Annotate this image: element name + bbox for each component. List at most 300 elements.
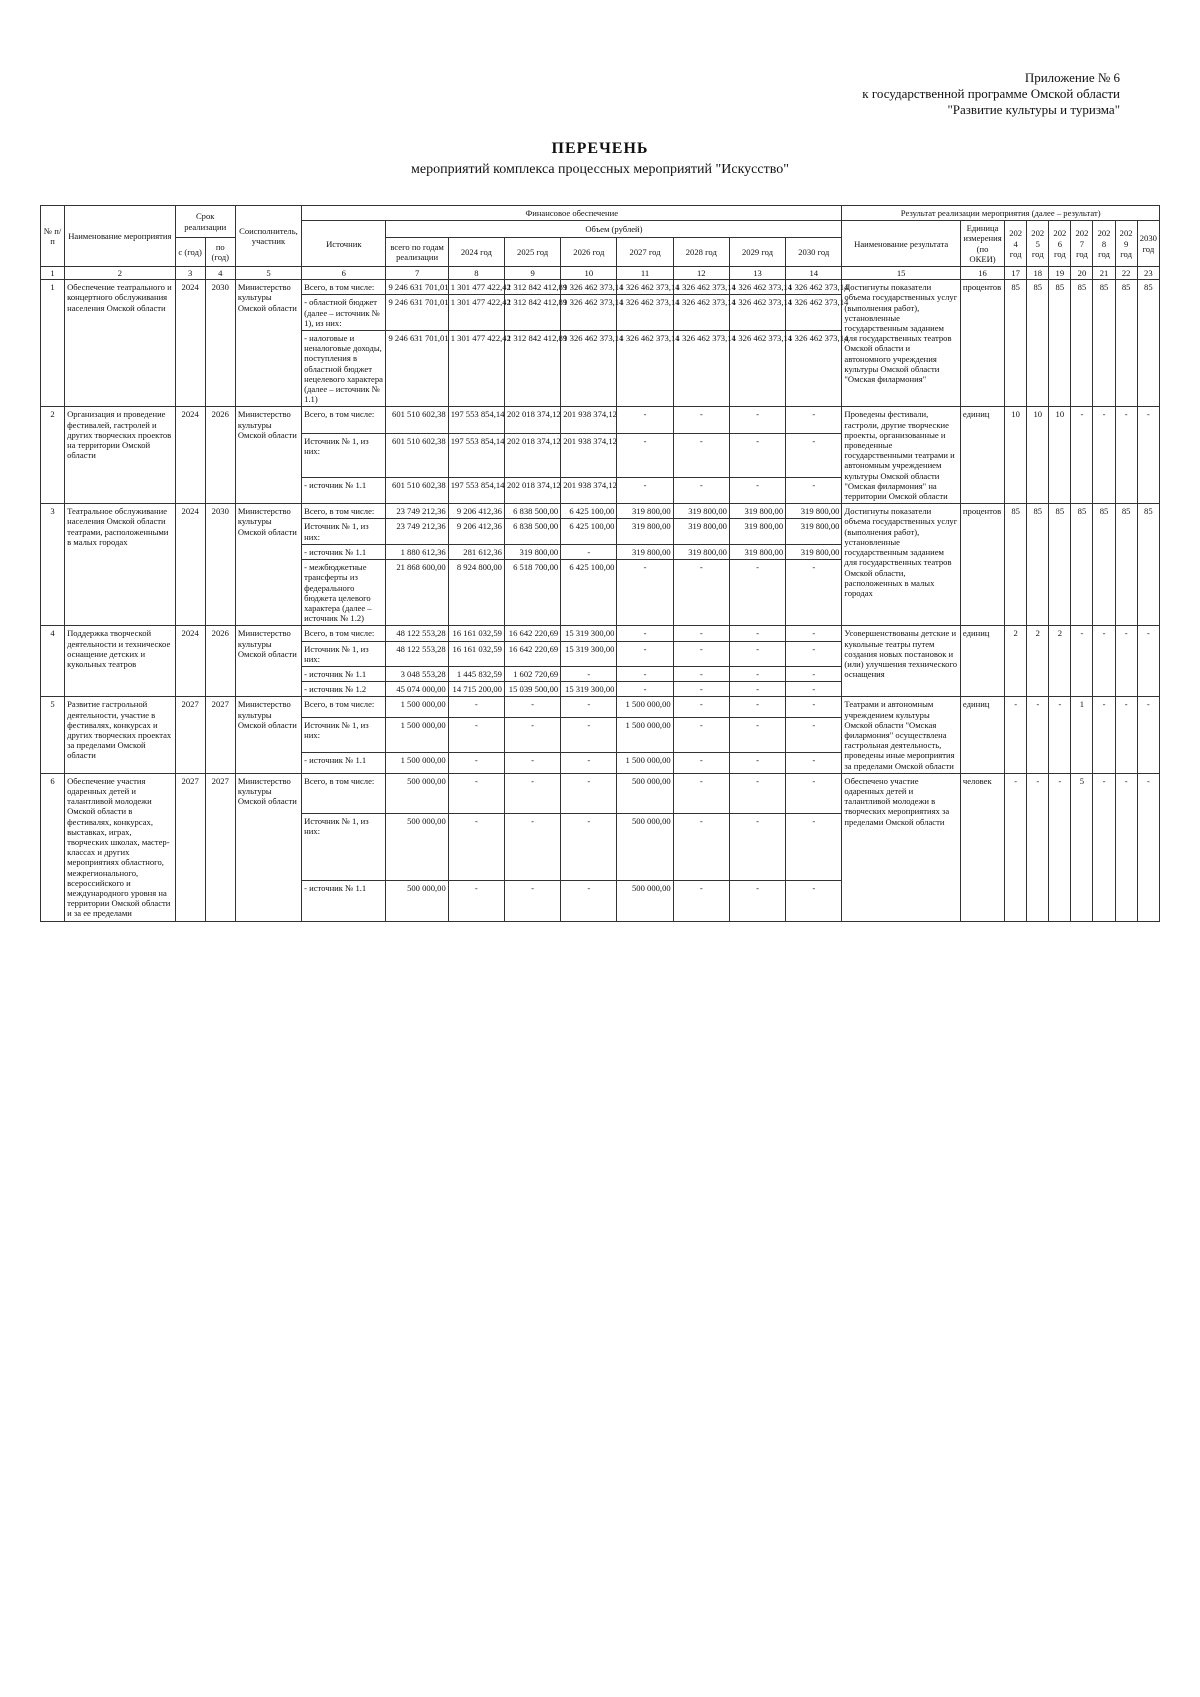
appendix-note [862,70,1120,118]
finance-source: Всего, в том числе: [302,773,386,813]
measure-name: Организация и проведение фестивалей, гастролей и других творческих проектов на территории Омской области [65,407,175,504]
finance-value: - [504,697,560,718]
result-year-value: 85 [1071,504,1093,626]
finance-value: 201 938 374,12 [561,433,617,477]
table-row [41,280,1160,295]
finance-value: - [673,407,729,433]
finance-value: 500 000,00 [617,814,673,881]
measure-term-from: 2027 [175,773,205,921]
finance-value: 9 206 412,36 [448,504,504,519]
column-index-cell: 2 [65,267,175,280]
finance-value: 1 326 462 373,14 [617,295,673,331]
finance-source: - источник № 1.1 [302,544,386,559]
finance-value: - [617,433,673,477]
finance-value: 1 301 477 422,42 [448,295,504,331]
measures-table [40,205,1160,922]
finance-value: 319 800,00 [617,504,673,519]
finance-value: 1 326 462 373,14 [673,295,729,331]
finance-value: 1 326 462 373,14 [617,280,673,295]
header-v2025: 2025 год [504,238,560,267]
finance-value: - [729,697,785,718]
finance-value: - [504,773,560,813]
finance-value: 281 612,36 [448,544,504,559]
result-unit: единиц [960,626,1004,697]
finance-value: 1 326 462 373,14 [786,295,842,331]
finance-value: 9 206 412,36 [448,519,504,544]
finance-value: 6 518 700,00 [504,560,560,626]
finance-source: Всего, в том числе: [302,504,386,519]
finance-value: 319 800,00 [786,504,842,519]
result-year-value: - [1137,626,1159,697]
result-year-value: - [1049,773,1071,921]
measure-number: 3 [41,504,65,626]
finance-source: - источник № 1.1 [302,881,386,921]
finance-value: 1 326 462 373,14 [673,331,729,407]
finance-value: - [617,666,673,681]
finance-value: - [786,666,842,681]
finance-value: - [448,697,504,718]
header-unit: Единица измерения (по ОКЕИ) [960,221,1004,267]
finance-value: - [729,682,785,697]
column-index-cell: 11 [617,267,673,280]
finance-value: 1 326 462 373,14 [786,331,842,407]
finance-source: - источник № 1.1 [302,477,386,503]
column-index-cell: 9 [504,267,560,280]
finance-value: 500 000,00 [386,773,448,813]
finance-value: 319 800,00 [673,519,729,544]
finance-source: Источник № 1, из них: [302,433,386,477]
finance-value: - [729,626,785,641]
finance-source: Источник № 1, из них: [302,641,386,666]
result-year-value: 10 [1005,407,1027,504]
finance-value: - [561,697,617,718]
measure-name: Развитие гастрольной деятельности, участие в фестивалях, конкурсах и других творческих проектах за пределами Омской области [65,697,175,773]
finance-value: - [786,752,842,773]
result-year-value: - [1071,407,1093,504]
table-row [41,697,1160,718]
finance-value: - [673,626,729,641]
finance-value: - [786,773,842,813]
finance-value: - [617,407,673,433]
finance-value: - [673,641,729,666]
finance-source: - межбюджетные трансферты из федерального бюджета целевого характера (далее – источник № 1.2) [302,560,386,626]
finance-value: 1 312 842 412,89 [504,295,560,331]
finance-source: - налоговые и неналоговые доходы, поступления в областной бюджет нецелевого характера (далее – источник № 1.1) [302,331,386,407]
finance-value: - [617,560,673,626]
measure-term-from: 2024 [175,504,205,626]
result-year-value: - [1137,697,1159,773]
finance-value: 16 161 032,59 [448,641,504,666]
result-name: Театрами и автономным учреждением культуры Омской области "Омская филармония" осуществлена гастрольная деятельность, проведены иные мероприятия за пределами Омской области [842,697,961,773]
result-year-value: - [1005,773,1027,921]
column-index-row [41,267,1160,280]
finance-value: 1 602 720,69 [504,666,560,681]
result-year-value: 85 [1115,280,1137,407]
result-year-value: - [1049,697,1071,773]
measure-number: 1 [41,280,65,407]
result-name: Проведены фестивали, гастроли, другие творческие проекты, организованные и проведенные государственными театрами и автономным учреждением культуры Омской области "Омская филармония" на территории Омской области [842,407,961,504]
finance-value: 1 301 477 422,42 [448,331,504,407]
header-total: всего по годам реализации [386,238,448,267]
finance-value: - [448,773,504,813]
result-year-value: 85 [1049,504,1071,626]
result-year-value: - [1093,697,1115,773]
finance-value: 6 425 100,00 [561,504,617,519]
finance-value: - [786,407,842,433]
finance-value: 6 425 100,00 [561,560,617,626]
result-unit: человек [960,773,1004,921]
column-index-cell: 4 [205,267,235,280]
finance-value: 6 838 500,00 [504,504,560,519]
header-v2029: 2029 год [729,238,785,267]
finance-value: - [673,752,729,773]
header-r2030: 2030 год [1137,221,1159,267]
finance-value: - [729,814,785,881]
finance-source: Всего, в том числе: [302,626,386,641]
finance-value: 45 074 000,00 [386,682,448,697]
header-v2028: 2028 год [673,238,729,267]
finance-source: - источник № 1.2 [302,682,386,697]
result-year-value: - [1115,773,1137,921]
column-index-cell: 21 [1093,267,1115,280]
result-year-value: 10 [1027,407,1049,504]
finance-value: - [448,814,504,881]
finance-value: - [673,773,729,813]
header-r2029: 2029 год [1115,221,1137,267]
header-num: № п/п [41,206,65,267]
column-index-cell: 3 [175,267,205,280]
document-title: ПЕРЕЧЕНЬ [551,140,649,157]
table-row [41,407,1160,433]
result-year-value: 2 [1027,626,1049,697]
header-r2025: 2025 год [1027,221,1049,267]
finance-value: 197 553 854,14 [448,477,504,503]
finance-value: - [561,814,617,881]
finance-value: 319 800,00 [617,519,673,544]
finance-value: - [448,752,504,773]
finance-value: - [729,407,785,433]
finance-value: - [561,666,617,681]
result-unit: процентов [960,504,1004,626]
result-year-value: - [1115,626,1137,697]
header-source: Источник [302,221,386,267]
finance-value: 15 319 300,00 [561,641,617,666]
finance-value: 197 553 854,14 [448,433,504,477]
finance-value: 6 425 100,00 [561,519,617,544]
result-unit: единиц [960,407,1004,504]
result-year-value: 85 [1005,280,1027,407]
result-year-value: - [1093,626,1115,697]
finance-value: - [786,682,842,697]
header-term-from: с (год) [175,238,205,267]
finance-value: - [729,560,785,626]
table-row [41,773,1160,813]
header-name: Наименование мероприятия [65,206,175,267]
header-v2030: 2030 год [786,238,842,267]
result-name: Обеспечено участие одаренных детей и талантливой молодежи в творческих мероприятиях за пределами Омской области [842,773,961,921]
column-index-cell: 18 [1027,267,1049,280]
finance-value: 48 122 553,28 [386,626,448,641]
result-year-value: - [1115,407,1137,504]
finance-value: 1 500 000,00 [386,752,448,773]
finance-source: - источник № 1.1 [302,666,386,681]
finance-value: - [729,718,785,753]
finance-value: - [561,752,617,773]
finance-value: 9 246 631 701,01 [386,331,448,407]
finance-value: 1 326 462 373,14 [786,280,842,295]
finance-value: 48 122 553,28 [386,641,448,666]
finance-value: 21 868 600,00 [386,560,448,626]
measure-executor: Министерство культуры Омской области [235,626,301,697]
column-index-cell: 16 [960,267,1004,280]
header-r2026: 2026 год [1049,221,1071,267]
table-row [41,504,1160,519]
result-year-value: - [1005,697,1027,773]
finance-value: - [729,433,785,477]
finance-value: 202 018 374,12 [504,407,560,433]
finance-value: 319 800,00 [729,544,785,559]
column-index-cell: 14 [786,267,842,280]
result-year-value: - [1115,697,1137,773]
column-index-cell: 6 [302,267,386,280]
finance-value: - [617,682,673,697]
header-result: Результат реализации мероприятия (далее – результат) [842,206,1160,221]
measure-executor: Министерство культуры Омской области [235,773,301,921]
finance-source: Источник № 1, из них: [302,814,386,881]
finance-value: 1 500 000,00 [386,697,448,718]
result-year-value: 85 [1005,504,1027,626]
finance-value: 23 749 212,36 [386,519,448,544]
column-index-cell: 22 [1115,267,1137,280]
finance-value: 1 312 842 412,89 [504,331,560,407]
result-year-value: 85 [1071,280,1093,407]
measure-executor: Министерство культуры Омской области [235,697,301,773]
measure-number: 4 [41,626,65,697]
result-name: Достигнуты показатели объема государственных услуг (выполнения работ), установленные государственным заданием для государственных театров Омской области, расположенных в малых городах [842,504,961,626]
finance-source: Всего, в том числе: [302,407,386,433]
measure-name: Обеспечение театрального и концертного обслуживания населения Омской области [65,280,175,407]
finance-value: - [786,814,842,881]
measure-term-to: 2026 [205,407,235,504]
finance-value: - [504,814,560,881]
result-year-value: - [1093,407,1115,504]
finance-value: 1 326 462 373,14 [729,331,785,407]
finance-source: Всего, в том числе: [302,280,386,295]
finance-value: 601 510 602,38 [386,433,448,477]
result-year-value: 85 [1027,280,1049,407]
document-title-block [0,140,1200,178]
finance-value: - [786,697,842,718]
measure-term-from: 2024 [175,280,205,407]
result-year-value: 85 [1093,280,1115,407]
column-index-cell: 13 [729,267,785,280]
column-index-cell: 19 [1049,267,1071,280]
finance-value: - [561,718,617,753]
finance-value: 1 500 000,00 [617,697,673,718]
appendix-line-1: Приложение № 6 [1024,70,1120,85]
column-index-cell: 15 [842,267,961,280]
finance-value: 319 800,00 [729,504,785,519]
finance-value: 319 800,00 [786,519,842,544]
header-term: Срок реализации [175,206,235,238]
result-year-value: 2 [1049,626,1071,697]
column-index-cell: 17 [1005,267,1027,280]
finance-value: - [729,773,785,813]
measure-number: 2 [41,407,65,504]
result-year-value: - [1071,626,1093,697]
finance-value: - [673,666,729,681]
table-row [41,626,1160,641]
finance-value: 500 000,00 [386,881,448,921]
column-index-cell: 20 [1071,267,1093,280]
finance-value: - [561,881,617,921]
finance-value: 500 000,00 [617,881,673,921]
finance-value: - [673,560,729,626]
column-index-cell: 1 [41,267,65,280]
finance-value: 15 319 300,00 [561,682,617,697]
column-index-cell: 10 [561,267,617,280]
finance-value: - [617,477,673,503]
finance-value: 9 246 631 701,01 [386,280,448,295]
measure-name: Обеспечение участия одаренных детей и талантливой молодежи Омской области в фестивалях, конкурсах, выставках, играх, творческих школах, мастер-классах и других мероприятиях областного, межрегионального, всероссийского и международного уровня на территории Омской области и за ее пределами [65,773,175,921]
result-year-value: 85 [1049,280,1071,407]
measure-term-to: 2030 [205,504,235,626]
finance-value: - [561,544,617,559]
result-year-value: 1 [1071,697,1093,773]
finance-value: 1 326 462 373,14 [673,280,729,295]
measure-name: Поддержка творческой деятельности и техническое оснащение детских и кукольных театров [65,626,175,697]
measure-term-to: 2030 [205,280,235,407]
finance-value: 9 246 631 701,01 [386,295,448,331]
finance-value: - [786,477,842,503]
finance-value: 202 018 374,12 [504,477,560,503]
finance-value: - [786,718,842,753]
header-volume: Объем (рублей) [386,221,842,238]
result-year-value: - [1137,773,1159,921]
result-name: Достигнуты показатели объема государственных услуг (выполнения работ), установленные государственным заданием для государственных театров Омской области и автономного учреждения культуры Омской области "Омская филармония" [842,280,961,407]
header-v2026: 2026 год [561,238,617,267]
result-unit: процентов [960,280,1004,407]
finance-value: - [561,773,617,813]
header-r2027: 2027 год [1071,221,1093,267]
finance-value: - [786,560,842,626]
header-r2024: 2024 год [1005,221,1027,267]
finance-value: - [729,641,785,666]
finance-value: - [617,626,673,641]
finance-value: - [729,881,785,921]
finance-value: 319 800,00 [504,544,560,559]
header-v2024: 2024 год [448,238,504,267]
finance-source: - областной бюджет (далее – источник № 1), из них: [302,295,386,331]
finance-value: 1 326 462 373,14 [729,280,785,295]
finance-value: - [504,881,560,921]
finance-value: 15 319 300,00 [561,626,617,641]
result-unit: единиц [960,697,1004,773]
finance-value: 500 000,00 [386,814,448,881]
result-year-value: 2 [1005,626,1027,697]
header-v2027: 2027 год [617,238,673,267]
result-year-value: 85 [1137,280,1159,407]
finance-value: - [786,433,842,477]
finance-value: 1 326 462 373,14 [617,331,673,407]
result-year-value: - [1137,407,1159,504]
finance-value: - [673,881,729,921]
header-row-1 [41,206,1160,221]
finance-value: - [617,641,673,666]
finance-source: Всего, в том числе: [302,697,386,718]
finance-value: - [786,641,842,666]
measure-number: 6 [41,773,65,921]
column-index-cell: 12 [673,267,729,280]
result-year-value: 85 [1115,504,1137,626]
finance-value: 202 018 374,12 [504,433,560,477]
finance-value: - [673,477,729,503]
finance-value: 197 553 854,14 [448,407,504,433]
column-index-cell: 5 [235,267,301,280]
finance-value: 319 800,00 [729,519,785,544]
finance-value: 319 800,00 [673,544,729,559]
finance-value: - [673,682,729,697]
finance-value: 1 326 462 373,14 [561,331,617,407]
finance-value: 1 500 000,00 [617,718,673,753]
result-year-value: 85 [1027,504,1049,626]
finance-value: 201 938 374,12 [561,407,617,433]
finance-value: - [729,477,785,503]
finance-value: 16 642 220,69 [504,626,560,641]
result-year-value: - [1027,697,1049,773]
finance-value: 16 161 032,59 [448,626,504,641]
finance-value: 1 500 000,00 [386,718,448,753]
finance-value: 16 642 220,69 [504,641,560,666]
appendix-line-2: к государственной программе Омской области [862,86,1120,101]
measure-executor: Министерство культуры Омской области [235,407,301,504]
finance-value: 319 800,00 [786,544,842,559]
finance-value: - [673,697,729,718]
header-r2028: 2028 год [1093,221,1115,267]
result-year-value: 85 [1093,504,1115,626]
measure-executor: Министерство культуры Омской области [235,504,301,626]
measure-term-from: 2024 [175,626,205,697]
finance-value: - [504,752,560,773]
finance-source: Источник № 1, из них: [302,718,386,753]
measure-number: 5 [41,697,65,773]
column-index-cell: 23 [1137,267,1159,280]
finance-value: 601 510 602,38 [386,407,448,433]
finance-value: 1 500 000,00 [617,752,673,773]
finance-value: 201 938 374,12 [561,477,617,503]
finance-value: - [673,718,729,753]
appendix-line-3: "Развитие культуры и туризма" [947,102,1120,117]
finance-value: 6 838 500,00 [504,519,560,544]
finance-value: - [448,881,504,921]
finance-value: 23 749 212,36 [386,504,448,519]
finance-value: 15 039 500,00 [504,682,560,697]
finance-value: 1 326 462 373,14 [561,280,617,295]
finance-value: - [729,752,785,773]
finance-value: 3 048 553,28 [386,666,448,681]
measures-table-body [41,267,1160,922]
finance-value: 319 800,00 [617,544,673,559]
header-finance: Финансовое обеспечение [302,206,842,221]
result-year-value: - [1027,773,1049,921]
result-year-value: - [1093,773,1115,921]
document-subtitle: мероприятий комплекса процессных мероприятий "Искусство" [411,162,789,177]
finance-value: - [448,718,504,753]
finance-source: Источник № 1, из них: [302,519,386,544]
column-index-cell: 7 [386,267,448,280]
finance-value: - [673,433,729,477]
finance-value: - [786,626,842,641]
